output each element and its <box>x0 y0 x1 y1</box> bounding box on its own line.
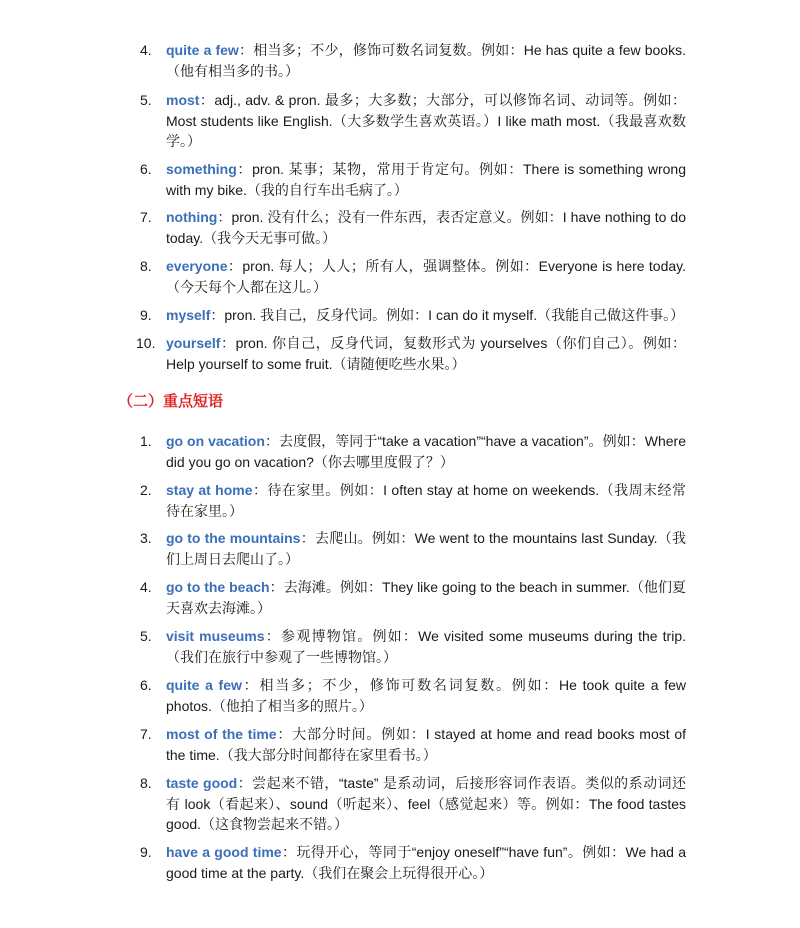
item-explanation: 去度假，等同于“take a vacation”“have a vacation”。例如：Where did you go on vacation?（你去哪里度假了？） <box>166 433 687 470</box>
item-number: 2. <box>140 482 152 498</box>
term-separator: ： <box>241 677 260 693</box>
item-content <box>166 577 686 618</box>
term-separator: ： <box>220 335 236 351</box>
item-content <box>166 256 686 297</box>
item-content <box>166 773 686 835</box>
term-separator: ： <box>217 209 232 225</box>
item-content <box>166 626 686 667</box>
item-number: 1. <box>140 433 152 449</box>
item-explanation: 相当多；不少，修饰可数名词复数。例如：He took quite a few photos.（他拍了相当多的照片。） <box>166 677 686 714</box>
item-number: 6. <box>140 677 152 693</box>
vocab-term: everyone <box>166 258 228 274</box>
term-separator: ： <box>276 726 293 742</box>
item-number: 4. <box>140 42 152 58</box>
item-explanation: 相当多；不少，修饰可数名词复数。例如：He has quite a few books.（他有相当多的书。） <box>166 42 686 79</box>
item-content <box>166 675 686 716</box>
vocab-term: most <box>166 92 200 108</box>
term-separator: ： <box>237 775 253 791</box>
item-content <box>166 90 686 152</box>
term-separator: ： <box>264 628 281 644</box>
item-content <box>166 431 686 472</box>
item-number: 9. <box>140 844 152 860</box>
item-content <box>166 842 686 883</box>
term-separator: ： <box>210 307 225 323</box>
item-explanation: 去爬山。例如：We went to the mountains last Sunday.（我们上周日去爬山了。） <box>166 530 687 567</box>
item-number: 9. <box>140 307 152 323</box>
phrase-term: have a good time <box>166 844 282 860</box>
item-number: 8. <box>140 258 152 274</box>
item-number: 8. <box>140 775 152 791</box>
item-explanation: pron. 你自己，反身代词，复数形式为 yourselves（你们自己）。例如：Help yourself to some fruit.（请随便吃些水果。） <box>166 335 686 372</box>
section-heading-key-phrases: （二）重点短语 <box>118 393 224 410</box>
term-separator: ： <box>236 161 253 177</box>
phrase-term: go to the mountains <box>166 530 301 546</box>
item-number: 6. <box>140 161 152 177</box>
term-separator: ： <box>269 579 284 595</box>
term-separator: ： <box>252 482 268 498</box>
item-explanation: 玩得开心，等同于“enjoy oneself”“have fun”。例如：We had a good time at the party.（我们在聚会上玩得很开心。） <box>166 844 686 881</box>
term-separator: ： <box>227 258 243 274</box>
item-explanation: 大部分时间。例如：I stayed at home and read books most of the time.（我大部分时间都待在家里看书。） <box>166 726 687 763</box>
item-content <box>166 480 686 521</box>
term-separator: ： <box>199 92 215 108</box>
term-separator: ： <box>281 844 297 860</box>
vocab-term: something <box>166 161 237 177</box>
item-explanation: 去海滩。例如：They like going to the beach in summer.（他们夏天喜欢去海滩。） <box>166 579 686 616</box>
item-content <box>166 305 706 326</box>
vocab-term: quite a few <box>166 42 239 58</box>
item-explanation: 参观博物馆。例如：We visited some museums during the trip.（我们在旅行中参观了一些博物馆。） <box>166 628 687 665</box>
item-number: 5. <box>140 92 152 108</box>
item-content <box>166 159 686 200</box>
item-content <box>166 333 686 374</box>
phrase-term: quite a few <box>166 677 242 693</box>
item-number: 7. <box>140 726 152 742</box>
item-explanation: pron. 没有什么；没有一件东西，表否定意义。例如：I have nothing to do today.（我今天无事可做。） <box>166 209 686 246</box>
vocab-term: yourself <box>166 335 221 351</box>
vocab-term: myself <box>166 307 211 323</box>
item-number: 4. <box>140 579 152 595</box>
item-explanation: 待在家里。例如：I often stay at home on weekends.（我周末经常待在家里。） <box>166 482 686 519</box>
phrase-term: taste good <box>166 775 238 791</box>
term-separator: ： <box>238 42 254 58</box>
item-number: 10. <box>136 335 156 351</box>
phrase-term: go to the beach <box>166 579 270 595</box>
item-explanation: 尝起来不错，“taste” 是系动词，后接形容词作表语。类似的系动词还有 look（看起来）、sound（听起来）、feel（感觉起来）等。例如：The food tastes good.（这食物尝起来不错。） <box>166 775 686 832</box>
term-separator: ： <box>300 530 315 546</box>
vocab-term: nothing <box>166 209 218 225</box>
item-explanation: adj., adv. & pron. 最多；大多数；大部分，可以修饰名词、动词等。例如：Most students like English.（大多数学生喜欢英语。）I like math most.（我最喜欢数学。） <box>166 92 687 149</box>
item-content <box>166 40 686 81</box>
item-explanation: pron. 每人；人人；所有人，强调整体。例如：Everyone is here today.（今天每个人都在这儿。） <box>166 258 686 295</box>
phrase-term: visit museums <box>166 628 265 644</box>
item-number: 7. <box>140 209 152 225</box>
item-number: 5. <box>140 628 152 644</box>
item-content <box>166 528 686 569</box>
term-separator: ： <box>264 433 280 449</box>
item-content <box>166 724 686 765</box>
phrase-term: stay at home <box>166 482 253 498</box>
phrase-term: go on vacation <box>166 433 265 449</box>
item-number: 3. <box>140 530 152 546</box>
item-explanation: pron. 某事；某物，常用于肯定句。例如：There is something wrong with my bike.（我的自行车出毛病了。） <box>166 161 687 198</box>
item-explanation: pron. 我自己，反身代词。例如：I can do it myself.（我能自己做这件事。） <box>224 307 685 323</box>
item-content <box>166 207 686 248</box>
phrase-term: most of the time <box>166 726 277 742</box>
